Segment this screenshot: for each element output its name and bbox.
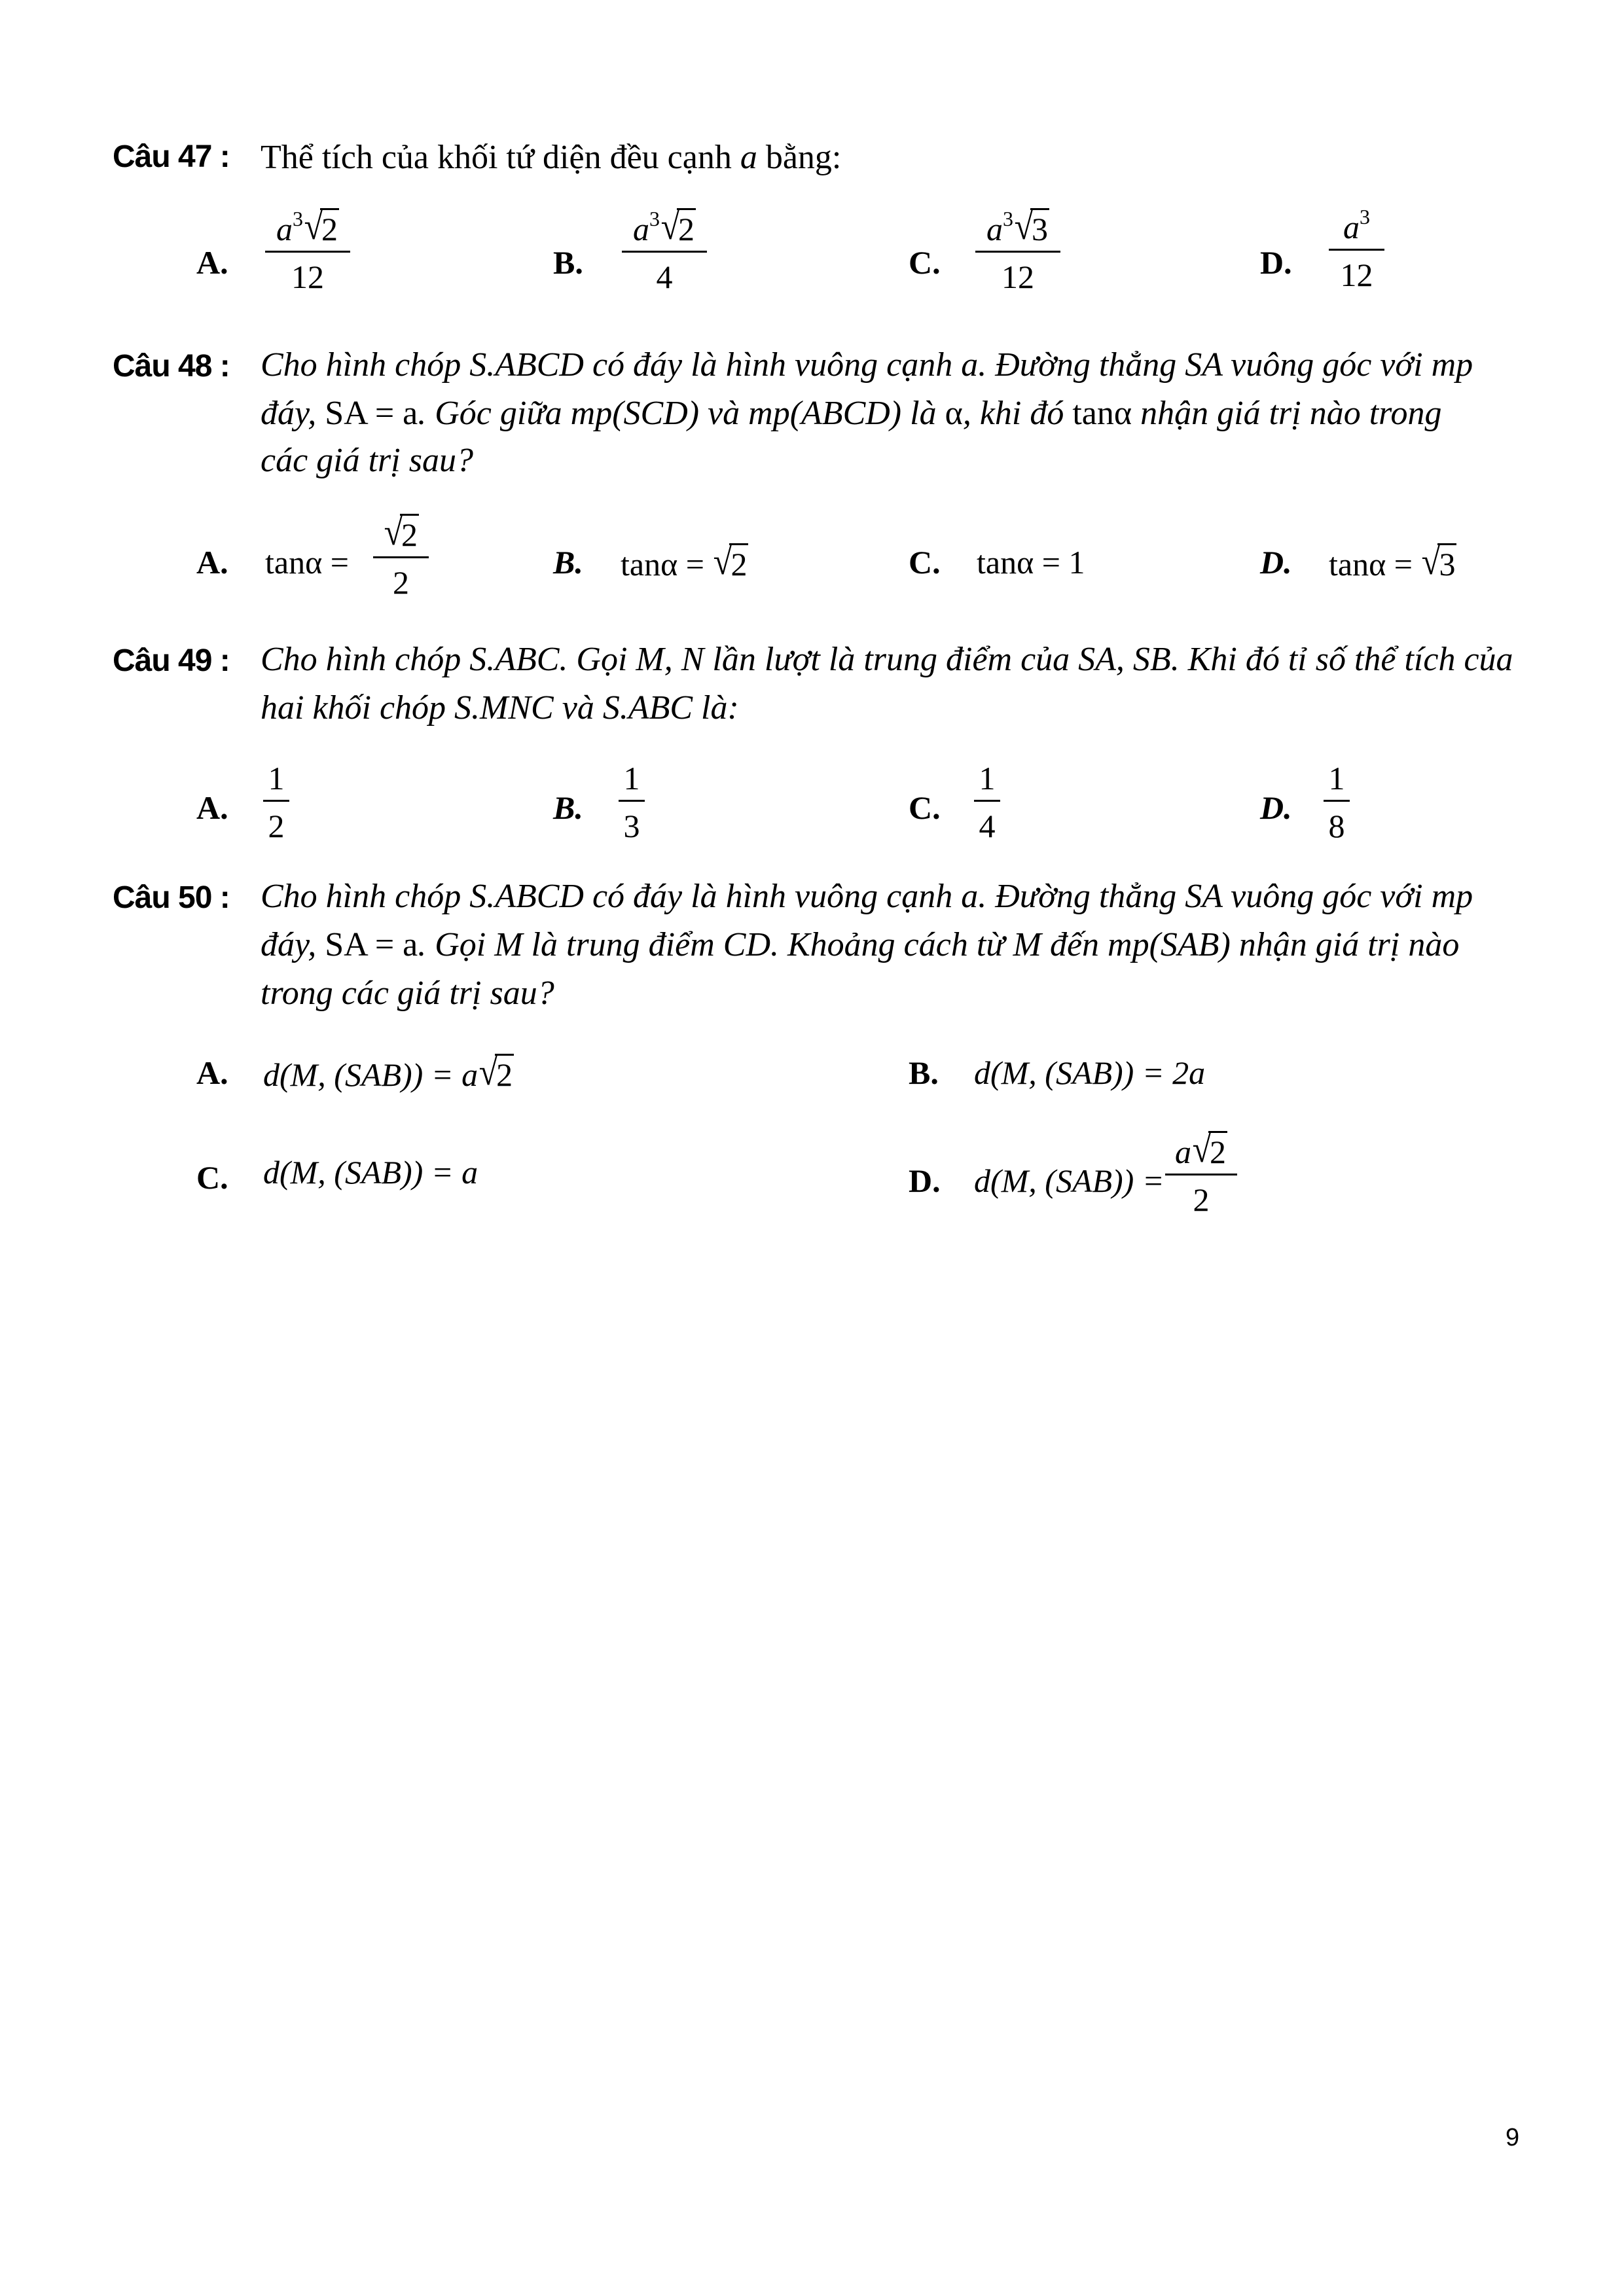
stem-math: α: [945, 395, 963, 432]
radicand: 2: [677, 208, 696, 248]
option-letter: D.: [1260, 544, 1292, 581]
option-letter: D.: [1260, 244, 1292, 281]
frac-base: a: [986, 211, 1003, 247]
question-stem: [261, 134, 841, 181]
frac-num: 1: [623, 760, 640, 797]
question-label: Câu 50 :: [113, 880, 230, 915]
option-b-fraction: [622, 205, 707, 296]
radicand: 2: [320, 208, 339, 248]
frac-den: 8: [1328, 808, 1345, 844]
option-b-fraction: [619, 759, 645, 845]
stem-text: . Gọi M là trung điểm CD. Khoảng cách từ M đến mp(SAB) nhận giá trị nào: [418, 926, 1460, 963]
option-c-fraction: [974, 759, 1000, 845]
expr-lhs: tanα =: [621, 546, 704, 583]
frac-exp: 3: [649, 207, 660, 230]
sqrt: √ 3: [1014, 205, 1048, 247]
sqrt: √ 2: [1192, 1128, 1226, 1170]
radicand: 3: [1030, 208, 1049, 248]
option-letter: C.: [909, 544, 941, 581]
frac-base: a: [1343, 209, 1360, 245]
option-c-fraction: [975, 205, 1060, 296]
question-label: Câu 47 :: [113, 139, 230, 174]
option-d-fraction: [1165, 1128, 1237, 1219]
radicand: 2: [729, 543, 748, 583]
frac-base: a: [1175, 1134, 1191, 1170]
option-letter: B.: [553, 244, 583, 281]
option-letter: D.: [1260, 789, 1292, 826]
option-a-fraction: [373, 511, 429, 601]
frac-num: 1: [979, 760, 996, 797]
question-stem-line: trong các giá trị sau?: [261, 975, 554, 1012]
sqrt: √ 2: [713, 540, 748, 583]
option-c-expr: tanα = 1: [977, 544, 1085, 581]
option-a-fraction: [265, 205, 350, 296]
stem-text: Thể tích của khối tứ diện đều cạnh: [261, 139, 732, 176]
frac-exp: 3: [1003, 207, 1013, 230]
expr-lhs: d(M, (SAB)) = a: [263, 1056, 478, 1093]
stem-math: SA = a: [325, 395, 418, 432]
option-a-expr: [263, 1050, 514, 1094]
radicand: 2: [400, 514, 419, 554]
frac-exp: 3: [1360, 205, 1370, 228]
frac-den: 4: [979, 808, 996, 844]
frac-den: 2: [1193, 1181, 1210, 1218]
radicand: 2: [495, 1054, 514, 1094]
question-stem-line: Cho hình chóp S.ABC. Gọi M, N lần lượt là trung điểm của SA, SB. Khi đó tỉ số thể tích của: [261, 641, 1513, 678]
sqrt: √ 3: [1422, 540, 1456, 583]
option-a-lhs: tanα =: [265, 544, 349, 581]
stem-text: đáy,: [261, 395, 317, 432]
option-letter: C.: [909, 789, 941, 826]
frac-den: 2: [268, 808, 285, 844]
frac-base: a: [633, 211, 649, 247]
stem-math: tanα: [1072, 395, 1132, 432]
question-stem-line: hai khối chóp S.MNC và S.ABC là:: [261, 689, 739, 726]
stem-math: SA = a: [325, 926, 418, 963]
stem-text: đáy,: [261, 926, 317, 963]
option-letter: D.: [909, 1162, 941, 1199]
stem-var: a: [740, 139, 757, 176]
option-c-expr: d(M, (SAB)) = a: [263, 1154, 478, 1191]
page-number: 9: [1506, 2124, 1520, 2151]
question-stem-line: các giá trị sau?: [261, 442, 473, 479]
option-d-expr: [1329, 540, 1456, 583]
sqrt: √ 2: [478, 1050, 513, 1093]
stem-text: nhận giá trị nào trong: [1140, 395, 1442, 432]
option-letter: C.: [196, 1159, 228, 1196]
option-d-fraction: [1329, 205, 1384, 294]
frac-den: 2: [393, 564, 409, 601]
option-letter: B.: [909, 1054, 939, 1091]
question-label: Câu 49 :: [113, 643, 230, 678]
stem-text: . Góc giữa mp(SCD) và mp(ABCD) là: [418, 395, 937, 432]
question-label: Câu 48 :: [113, 349, 230, 384]
option-letter: A.: [196, 244, 228, 281]
stem-text: bằng:: [765, 139, 842, 176]
frac-den: 12: [1340, 257, 1373, 293]
question-stem-line: Cho hình chóp S.ABCD có đáy là hình vuông cạnh a. Đường thẳng SA vuông góc với mp: [261, 346, 1473, 384]
option-letter: A.: [196, 1054, 228, 1091]
option-letter: A.: [196, 789, 228, 826]
option-letter: B.: [553, 544, 583, 581]
radicand: 3: [1437, 543, 1456, 583]
option-d-lhs: d(M, (SAB)) =: [974, 1162, 1164, 1199]
option-a-fraction: [263, 759, 289, 845]
option-b-expr: d(M, (SAB)) = 2a: [974, 1054, 1206, 1091]
expr-lhs: tanα =: [1329, 546, 1413, 583]
question-stem-line: [261, 922, 1459, 969]
sqrt: √ 2: [660, 205, 695, 247]
question-stem-line: [261, 390, 1441, 437]
frac-num: 1: [268, 760, 285, 797]
frac-den: 12: [291, 259, 324, 295]
sqrt: √ 2: [304, 205, 338, 247]
frac-num: 1: [1328, 760, 1345, 797]
radicand: 2: [1208, 1131, 1227, 1171]
stem-text: , khi đó: [962, 395, 1064, 432]
option-d-fraction: [1324, 759, 1350, 845]
frac-den: 4: [656, 259, 673, 295]
frac-exp: 3: [293, 207, 303, 230]
option-letter: A.: [196, 544, 228, 581]
question-stem-line: Cho hình chóp S.ABCD có đáy là hình vuông cạnh a. Đường thẳng SA vuông góc với mp: [261, 878, 1473, 915]
frac-den: 3: [623, 808, 640, 844]
frac-den: 12: [1001, 259, 1034, 295]
option-letter: C.: [909, 244, 941, 281]
sqrt: √ 2: [384, 511, 418, 553]
option-letter: B.: [553, 789, 583, 826]
option-b-expr: [621, 540, 748, 583]
frac-base: a: [276, 211, 293, 247]
